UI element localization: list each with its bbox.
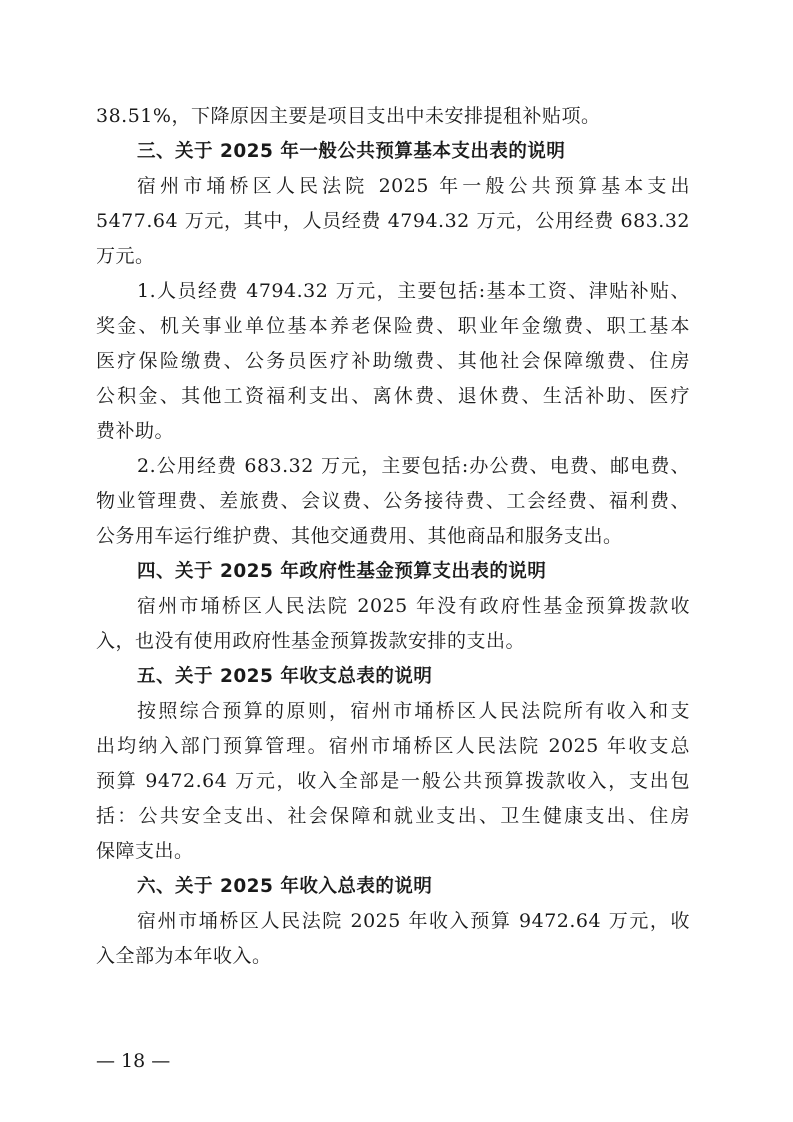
paragraph-line: 费补助。 bbox=[96, 420, 175, 442]
paragraph-line: 2.公用经费 683.32 万元，主要包括:办公费、电费、邮电费、 bbox=[137, 455, 690, 477]
paragraph-line: 括：公共安全支出、社会保障和就业支出、卫生健康支出、住房 bbox=[96, 805, 690, 827]
paragraph-line: 入，也没有使用政府性基金预算拨款安排的支出。 bbox=[96, 630, 526, 652]
section-heading: 四、关于 2025 年政府性基金预算支出表的说明 bbox=[137, 561, 547, 582]
paragraph-line: 出均纳入部门预算管理。宿州市埇桥区人民法院 2025 年收支总 bbox=[96, 735, 690, 757]
paragraph-line: 1.人员经费 4794.32 万元，主要包括:基本工资、津贴补贴、 bbox=[137, 280, 690, 302]
paragraph-line: 38.51%，下降原因主要是项目支出中未安排提租补贴项。 bbox=[96, 105, 601, 127]
paragraph-line: 宿州市埇桥区人民法院 2025 年收入预算 9472.64 万元，收 bbox=[137, 910, 690, 932]
paragraph-line: 预算 9472.64 万元，收入全部是一般公共预算拨款收入，支出包 bbox=[96, 770, 690, 792]
paragraph-line: 公积金、其他工资福利支出、离休费、退休费、生活补助、医疗 bbox=[96, 385, 690, 407]
paragraph-line: 万元。 bbox=[96, 245, 155, 267]
paragraph-line: 入全部为本年收入。 bbox=[96, 945, 272, 967]
paragraph-line: 奖金、机关事业单位基本养老保险费、职业年金缴费、职工基本 bbox=[96, 315, 690, 337]
document-body bbox=[96, 99, 690, 974]
paragraph-line: 医疗保险缴费、公务员医疗补助缴费、其他社会保障缴费、住房 bbox=[96, 350, 690, 372]
section-heading: 六、关于 2025 年收入总表的说明 bbox=[137, 876, 433, 897]
paragraph-line: 按照综合预算的原则，宿州市埇桥区人民法院所有收入和支 bbox=[137, 700, 690, 722]
page-number: — 18 — bbox=[96, 1050, 171, 1072]
section-heading: 三、关于 2025 年一般公共预算基本支出表的说明 bbox=[137, 141, 566, 162]
paragraph-line: 公务用车运行维护费、其他交通费用、其他商品和服务支出。 bbox=[96, 525, 623, 547]
paragraph-line: 宿州市埇桥区人民法院 2025 年没有政府性基金预算拨款收 bbox=[137, 595, 690, 617]
paragraph-line: 物业管理费、差旅费、会议费、公务接待费、工会经费、福利费、 bbox=[96, 490, 690, 512]
paragraph-line: 保障支出。 bbox=[96, 840, 194, 862]
paragraph-line: 5477.64 万元，其中，人员经费 4794.32 万元，公用经费 683.32 bbox=[96, 210, 690, 232]
paragraph-line: 宿州市埇桥区人民法院 2025 年一般公共预算基本支出 bbox=[137, 175, 690, 197]
section-heading: 五、关于 2025 年收支总表的说明 bbox=[137, 666, 433, 687]
